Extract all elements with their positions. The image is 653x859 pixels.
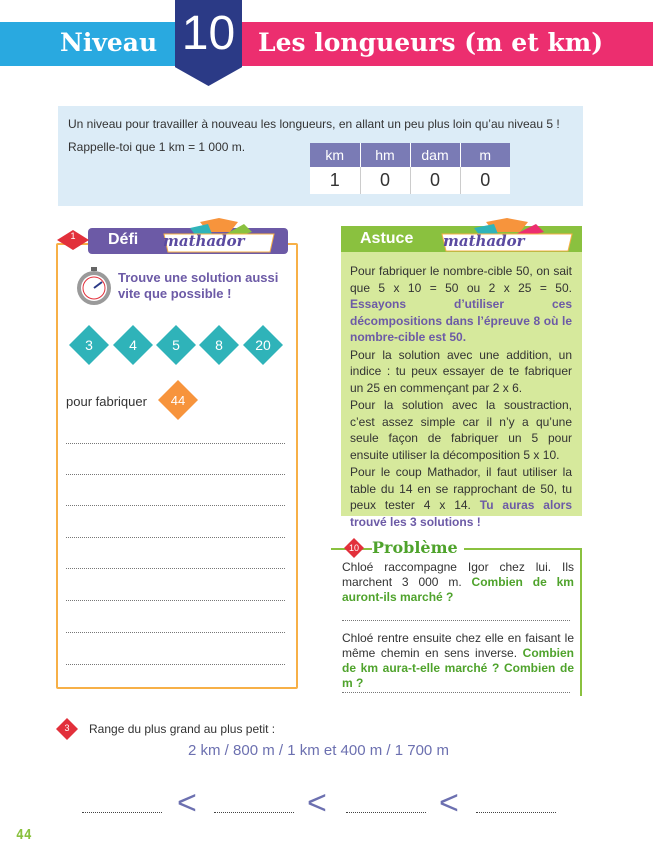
answer-line[interactable] xyxy=(66,443,285,444)
probleme-q1-text: Chloé raccompagne Igor chez lui. Ils marchent 3 000 m. xyxy=(342,560,574,589)
astuce-p4-highlight: Tu auras alors trouvé les 3 solutions ! xyxy=(350,498,572,529)
answer-line[interactable] xyxy=(66,537,285,538)
astuce-p1: Pour fabriquer le nombre-cible 50, on sait que 5 x 10 = 50 ou 2 x 25 = 50. xyxy=(350,264,572,295)
astuce-p1-highlight: Essayons d’utiliser ces décompositions dans l’épreuve 8 où le nombre-cible est 50. xyxy=(350,297,572,344)
number-tile-value: 20 xyxy=(255,337,271,353)
answer-line[interactable] xyxy=(342,620,570,621)
answer-line[interactable] xyxy=(66,568,285,569)
target-label: pour fabriquer xyxy=(66,394,147,409)
less-than-symbol: < xyxy=(307,784,327,822)
astuce-p3: Pour la solution avec la soustraction, c’est assez simple car il n’y a qu’une seule façon de fabriquer un 5 pour ensuite utiliser la décomposition 5 x 10. xyxy=(350,398,572,462)
unit-header: hm xyxy=(360,143,410,167)
probleme-question-2 xyxy=(342,631,574,691)
probleme-q2-text: Chloé rentre ensuite chez elle en faisant le même chemin en sens inverse. xyxy=(342,631,574,660)
exercise-number: 3 xyxy=(64,723,70,733)
defi-panel xyxy=(56,243,298,689)
niveau-number: 10 xyxy=(181,7,236,60)
less-than-symbol: < xyxy=(177,784,197,822)
range-values: 2 km / 800 m / 1 km et 400 m / 1 700 m xyxy=(188,742,449,759)
intro-text: Un niveau pour travailler à nouveau les longueurs, en allant un peu plus loin qu’au niveau 5 ! xyxy=(68,117,560,131)
range-prompt: Range du plus grand au plus petit : xyxy=(89,722,276,736)
astuce-label: Astuce xyxy=(360,230,414,247)
number-tile-value: 8 xyxy=(215,337,223,353)
unit-table xyxy=(310,143,510,194)
page-number: 44 xyxy=(16,828,32,843)
target-value: 44 xyxy=(170,393,186,408)
defi-label: Défi xyxy=(108,231,139,248)
astuce-p4: Pour le coup Mathador, il faut utiliser la table du 14 en se rapprochant de 50, tu peux tester 4 x 14. xyxy=(350,465,572,512)
astuce-text xyxy=(350,263,572,531)
answer-line[interactable] xyxy=(342,692,570,693)
number-tile-value: 3 xyxy=(85,337,93,353)
exercise-number: 10 xyxy=(348,543,359,553)
probleme-label: Problème xyxy=(372,538,464,557)
probleme-q1-question: Combien de km auront-ils marché ? xyxy=(342,575,574,604)
mathador-logo-text: mathador xyxy=(163,232,245,250)
answer-blank[interactable] xyxy=(214,812,294,813)
astuce-p2: Pour la solution avec une addition, un indice : tu peux essayer de te fabriquer un 25 en commençant par 2 x 6. xyxy=(350,347,572,395)
probleme-q2-question: Combien de km aura-t-elle marché ? Combien de m ? xyxy=(342,646,574,690)
answer-line[interactable] xyxy=(66,505,285,506)
stopwatch-icon xyxy=(74,266,114,306)
unit-value: 0 xyxy=(460,167,510,194)
number-tile-value: 4 xyxy=(129,337,137,353)
exercise-number: 1 xyxy=(70,231,76,241)
unit-value: 1 xyxy=(310,167,360,194)
probleme-question-1 xyxy=(342,560,574,605)
defi-prompt: Trouve une solution aussi vite que possible ! xyxy=(118,270,279,301)
unit-header: m xyxy=(460,143,510,167)
answer-blank[interactable] xyxy=(82,812,162,813)
unit-value: 0 xyxy=(360,167,410,194)
answer-blank[interactable] xyxy=(346,812,426,813)
unit-header: km xyxy=(310,143,360,167)
number-tile-value: 5 xyxy=(172,337,180,353)
answer-line[interactable] xyxy=(66,474,285,475)
answer-line[interactable] xyxy=(66,600,285,601)
niveau-label: Niveau xyxy=(60,28,158,57)
mathador-logo-text: mathador xyxy=(443,232,525,250)
unit-value: 0 xyxy=(410,167,460,194)
answer-line[interactable] xyxy=(66,664,285,665)
answer-blank[interactable] xyxy=(476,812,556,813)
unit-header: dam xyxy=(410,143,460,167)
less-than-symbol: < xyxy=(439,784,459,822)
answer-line[interactable] xyxy=(66,632,285,633)
page-title: Les longueurs (m et km) xyxy=(258,28,604,57)
intro-reminder: Rappelle-toi que 1 km = 1 000 m. xyxy=(68,140,246,154)
